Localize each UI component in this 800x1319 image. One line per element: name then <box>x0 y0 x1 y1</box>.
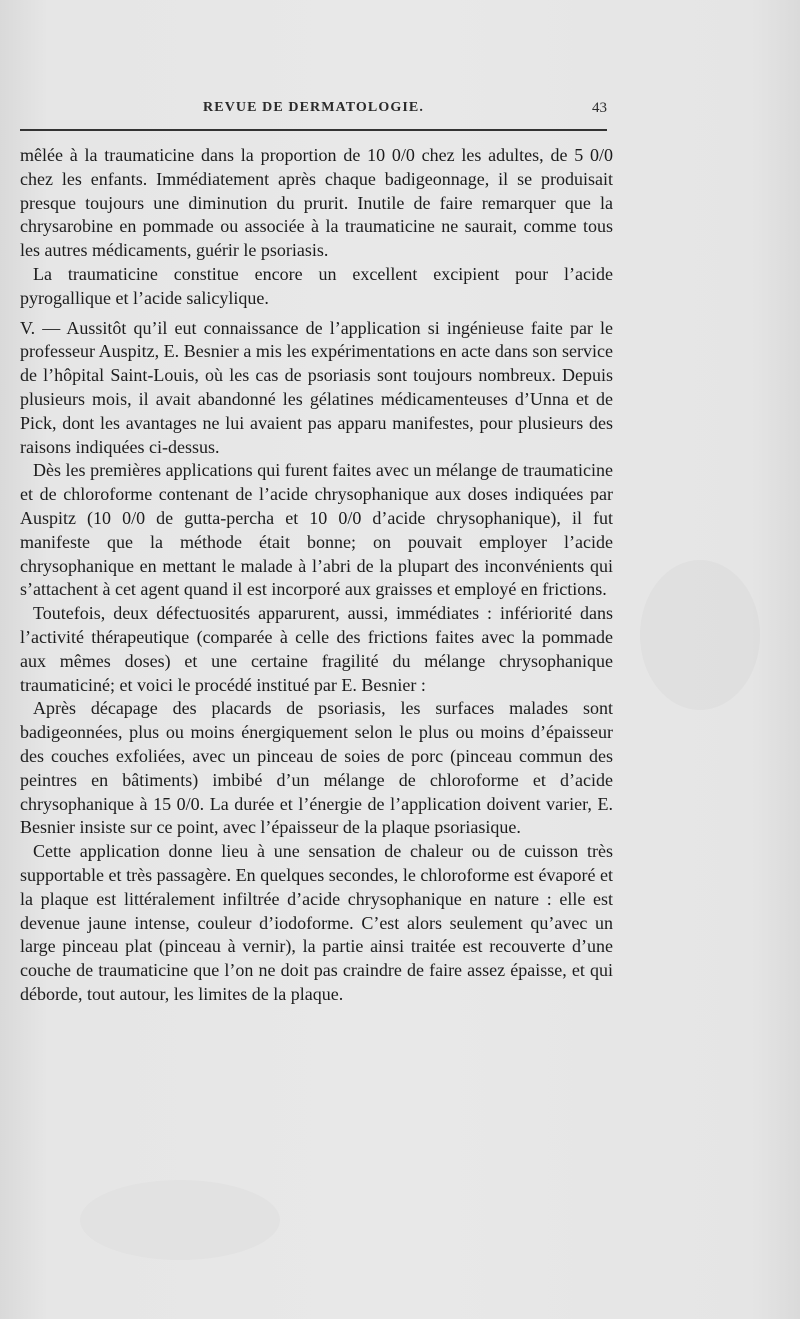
paragraph-7: Cette application donne lieu à une sensation de chaleur ou de cuisson très supportable et très passagère. En quelques secondes, le chloroforme est évaporé et la plaque est littéralement infiltrée d’acide chrysophanique en nature : elle est devenue jaune intense, couleur d’iodoforme. C’est alors seulement qu’avec un large pinceau plat (pinceau à vernir), la partie ainsi traitée est recouverte d’une couche de traumaticine que l’on ne doit pas craindre de faire assez épaisse, et qui déborde, tout autour, les limites de la plaque. <box>20 841 613 1004</box>
paper-stain <box>80 1180 280 1260</box>
running-title: REVUE DE DERMATOLOGIE. <box>203 100 424 115</box>
paper-stain <box>640 560 760 710</box>
page-number: 43 <box>592 100 607 116</box>
paragraph-6: Après décapage des placards de psoriasis, les surfaces malades sont badigeonnées, plus ou moins énergiquement selon le plus ou moins d’épaisseur des couches exfoliées, avec un pinceau de soies de porc (pinceau commun des peintres en bâtiments) imbibé d’un mélange de chloroforme et d’acide chrysophanique à 15 0/0. La durée et l’énergie de l’application doivent varier, E. Besnier insiste sur ce point, avec l’épaisseur de la plaque psoriasique. <box>20 698 613 838</box>
paragraph-5: Toutefois, deux défectuosités apparurent, aussi, immédiates : infériorité dans l’activité thérapeutique (comparée à celle des frictions faites avec la pommade aux mêmes doses) et une certaine fragilité du mélange chrysophanique traumaticiné; et voici le procédé institué par E. Besnier : <box>20 603 613 695</box>
paragraph-4: Dès les premières applications qui furent faites avec un mélange de traumaticine et de chloroforme contenant de l’acide chrysophanique aux doses indiquées par Auspitz (10 0/0 de gutta-percha et 10 0/0 d’acide chrysophanique), il fut manifeste que la méthode était bonne; on pouvait employer l’acide chrysophanique en mettant le malade à l’abri de la plupart des inconvénients qui s’attachent à cet agent quand il est incorporé aux graisses et employé en frictions. <box>20 460 613 600</box>
body-text <box>20 144 613 1007</box>
paragraph-3: V. — Aussitôt qu’il eut connaissance de l’application si ingénieuse faite par le professeur Auspitz, E. Besnier a mis les expérimentations en acte dans son service de l’hôpital Saint-Louis, où les cas de psoriasis sont toujours nombreux. Depuis plusieurs mois, il avait abandonné les gélatines médicamenteuses d’Unna et de Pick, dont les avantages ne lui avaient pas apparu manifestes, pour plusieurs des raisons indiquées ci-dessus. <box>20 317 613 457</box>
paragraph-1: mêlée à la traumaticine dans la proportion de 10 0/0 chez les adultes, de 5 0/0 chez les enfants. Immédiatement après chaque badigeonnage, il se produisait presque toujours une diminution du prurit. Inutile de faire remarquer que la chrysarobine en pommade ou associée à la traumaticine ne saurait, comme tous les autres médicaments, guérir le psoriasis. <box>20 145 613 261</box>
header-rule <box>20 129 607 131</box>
running-head <box>20 100 607 122</box>
paragraph-2: La traumaticine constitue encore un excellent excipient pour l’acide pyrogallique et l’acide salicylique. <box>20 263 613 308</box>
